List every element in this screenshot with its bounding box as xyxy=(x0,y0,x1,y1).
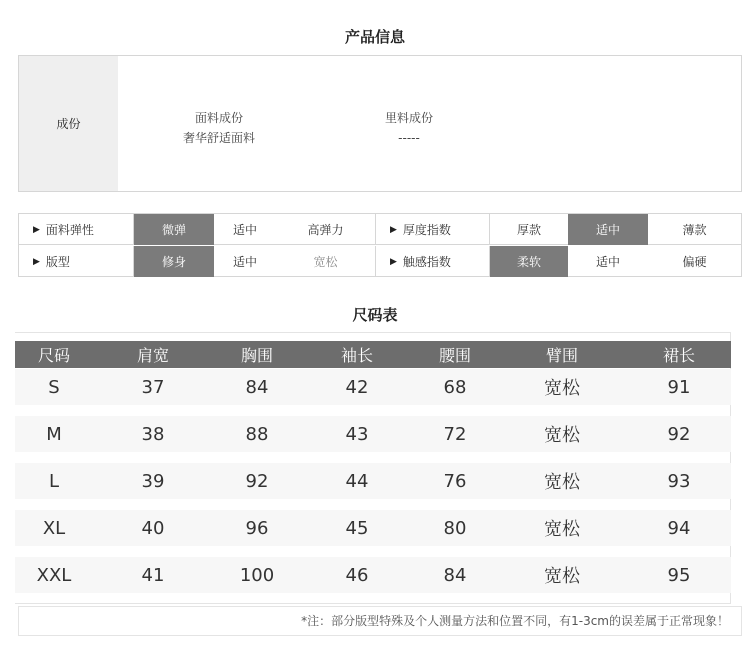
size-table-header xyxy=(15,341,731,368)
size-table xyxy=(15,332,731,604)
size-cell: M xyxy=(46,423,62,445)
table-cell: 38 xyxy=(141,423,165,445)
table-cell: 宽松 xyxy=(544,472,580,493)
table-cell: 92 xyxy=(245,470,269,492)
triangle-right-icon: ▶ xyxy=(33,256,40,267)
touch-option-selected: 柔软 xyxy=(490,246,568,277)
column-header: 袖长 xyxy=(340,346,373,365)
column-header: 腰围 xyxy=(438,346,471,365)
elasticity-label: 面料弹性 xyxy=(45,223,94,237)
table-cell: 91 xyxy=(667,376,691,398)
column-header: 尺码 xyxy=(37,346,70,365)
table-cell: 100 xyxy=(239,564,275,586)
fabric-value: 奢华舒适面料 xyxy=(182,131,255,145)
table-cell: 44 xyxy=(345,470,369,492)
table-cell: 84 xyxy=(245,376,269,398)
elasticity-option: 高弹力 xyxy=(276,214,376,245)
fit-header xyxy=(19,246,134,277)
size-cell: S xyxy=(48,376,60,398)
table-cell: 宽松 xyxy=(544,425,580,446)
table-cell: 39 xyxy=(141,470,165,492)
thickness-option: 厚款 xyxy=(516,223,541,237)
table-cell: 宽松 xyxy=(544,378,580,399)
fabric-label: 面料成份 xyxy=(194,111,243,125)
table-cell: 95 xyxy=(667,564,691,586)
column-header: 胸围 xyxy=(240,346,273,365)
table-cell: 80 xyxy=(443,517,467,539)
column-header: 肩宽 xyxy=(136,346,169,365)
table-cell: 41 xyxy=(141,564,165,586)
attributes-row xyxy=(19,214,741,245)
thickness-option-selected: 适中 xyxy=(568,214,648,245)
product-info-title: 产品信息 xyxy=(344,28,405,46)
table-row xyxy=(15,416,731,452)
thickness-option: 薄款 xyxy=(682,223,707,237)
table-cell: 68 xyxy=(443,376,467,398)
column-header: 臂围 xyxy=(545,346,578,365)
lining-label: 里料成份 xyxy=(384,111,433,125)
table-cell: 40 xyxy=(141,517,165,539)
thickness-label: 厚度指数 xyxy=(402,223,451,237)
touch-header xyxy=(376,246,490,277)
table-cell: 93 xyxy=(667,470,691,492)
table-cell: 43 xyxy=(345,423,369,445)
table-cell: 宽松 xyxy=(544,566,580,587)
composition-label: 成份 xyxy=(19,56,118,191)
table-cell: 76 xyxy=(443,470,467,492)
table-cell: 宽松 xyxy=(544,519,580,540)
elasticity-option-selected: 微弹 xyxy=(134,214,214,245)
size-cell: XXL xyxy=(36,564,72,586)
fabric-composition xyxy=(159,108,279,148)
touch-option: 适中 xyxy=(595,255,620,269)
elasticity-option: 适中 xyxy=(232,223,257,237)
table-row xyxy=(15,510,731,546)
fit-option: 宽松 xyxy=(276,246,376,277)
lining-value: ----- xyxy=(398,131,420,145)
table-cell: 92 xyxy=(667,423,691,445)
table-cell: 45 xyxy=(345,517,369,539)
column-header: 裙长 xyxy=(662,346,695,365)
size-chart-title: 尺码表 xyxy=(352,306,398,324)
table-row xyxy=(15,557,731,593)
size-cell: XL xyxy=(42,517,66,539)
size-cell: L xyxy=(48,470,60,492)
elasticity-header xyxy=(19,214,134,245)
triangle-right-icon: ▶ xyxy=(33,224,40,235)
table-cell: 94 xyxy=(667,517,691,539)
attributes-grid xyxy=(18,213,742,277)
table-row xyxy=(15,463,731,499)
table-cell: 88 xyxy=(245,423,269,445)
table-cell: 46 xyxy=(345,564,369,586)
triangle-right-icon: ▶ xyxy=(390,224,397,235)
touch-label: 触感指数 xyxy=(402,255,451,269)
measurement-note: *注：部分版型特殊及个人测量方法和位置不同，有1-3cm的误差属于正常现象！ xyxy=(18,606,742,636)
triangle-right-icon: ▶ xyxy=(390,256,397,267)
lining-composition xyxy=(349,108,469,148)
table-cell: 72 xyxy=(443,423,467,445)
fit-option-selected: 修身 xyxy=(134,246,214,277)
table-cell: 37 xyxy=(141,376,165,398)
thickness-header xyxy=(376,214,490,245)
fit-label: 版型 xyxy=(45,255,70,269)
table-row xyxy=(15,369,731,405)
touch-option: 偏硬 xyxy=(682,255,707,269)
composition-panel xyxy=(18,55,742,192)
table-cell: 42 xyxy=(345,376,369,398)
attributes-row xyxy=(19,246,741,277)
fit-option: 适中 xyxy=(232,255,257,269)
table-cell: 96 xyxy=(245,517,269,539)
table-cell: 84 xyxy=(443,564,467,586)
